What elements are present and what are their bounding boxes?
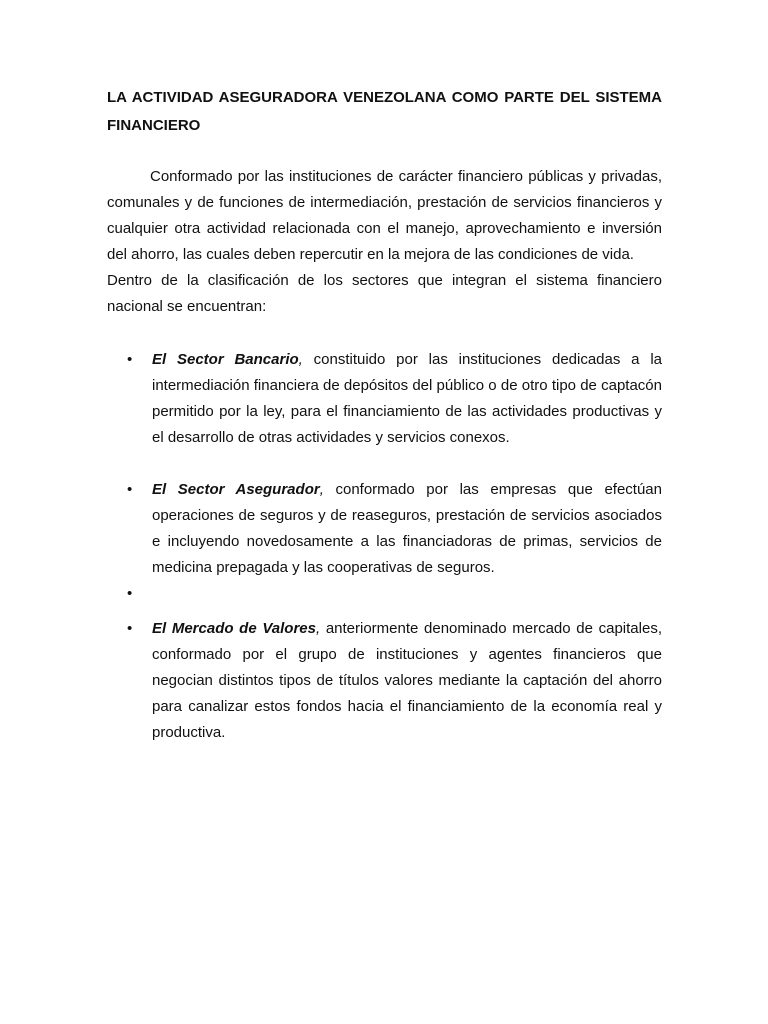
list-item-sector-bancario xyxy=(107,347,662,451)
sector-term-comma: , xyxy=(315,620,321,637)
sector-list xyxy=(107,347,662,746)
sector-description: constituido por las instituciones dedicadas a la intermediación financiera de depósitos del público o de otro tipo de captacón permitido por la ley, para el financiamiento de las actividades productivas y el desarrollo de otras actividades y servicios conexos. xyxy=(152,351,663,446)
classification-paragraph: Dentro de la clasificación de los sectores que integran el sistema financiero nacional se encuentran: xyxy=(107,272,662,315)
bullet-icon: • xyxy=(127,481,133,498)
document-body xyxy=(107,84,662,746)
sector-term: El Sector Bancario xyxy=(152,351,299,368)
list-item-sector-asegurador xyxy=(107,477,662,581)
document-title: LA ACTIVIDAD ASEGURADORA VENEZOLANA COMO PARTE DEL SISTEMA FINANCIERO xyxy=(107,89,662,134)
list-item-mercado-de-valores xyxy=(107,616,662,746)
sector-term-comma: , xyxy=(298,351,303,368)
list-item-empty xyxy=(107,581,662,616)
sector-term: El Mercado de Valores xyxy=(152,620,316,637)
sector-term: El Sector Asegurador xyxy=(152,481,320,498)
bullet-icon: • xyxy=(127,620,133,637)
sector-description: conformado por las empresas que efectúan operaciones de seguros y de reaseguros, prestación de servicios asociados e incluyendo novedosamente a las financiadoras de primas, servicios de medicina prepagada y las cooperativas de seguros. xyxy=(152,481,662,576)
bullet-icon: • xyxy=(127,351,133,368)
sector-term-comma: , xyxy=(319,481,324,498)
bullet-icon: • xyxy=(127,585,133,602)
intro-paragraph: Conformado por las instituciones de carácter financiero públicas y privadas, comunales y de funciones de intermediación, prestación de servicios financieros y cualquier otra actividad relacionada con el manejo, aprovechamiento e inversión del ahorro, las cuales deben repercutir en la mejora de las condiciones de vida. xyxy=(107,168,662,263)
sector-description: anteriormente denominado mercado de capitales, conformado por el grupo de instituciones y agentes financieros que negocian distintos tipos de títulos valores mediante la captación del ahorro para canalizar estos fondos hacia el financiamiento de la economía real y productiva. xyxy=(152,620,662,741)
